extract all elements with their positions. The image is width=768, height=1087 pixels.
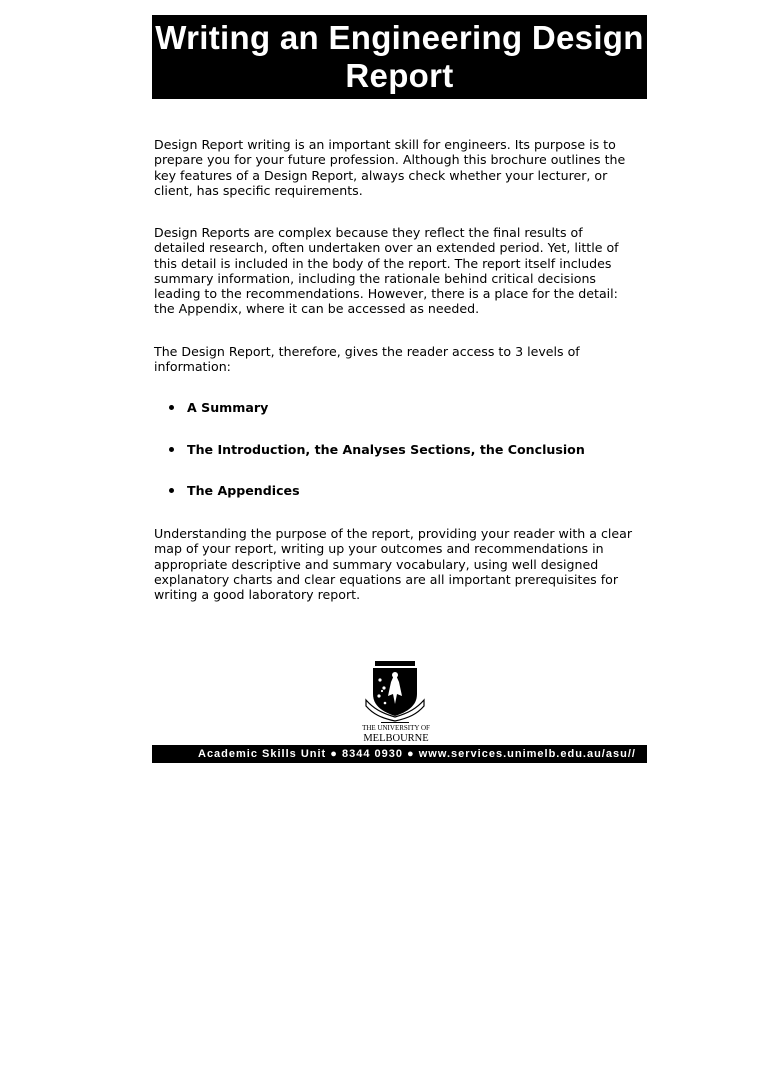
- bullet-icon: [169, 447, 174, 452]
- footer-contact-text: Academic Skills Unit ● 8344 0930 ● www.services.unimelb.edu.au/asu//: [198, 748, 636, 760]
- levels-paragraph: The Design Report, therefore, gives the reader access to 3 levels of information:: [154, 344, 580, 375]
- complexity-paragraph: Design Reports are complex because they reflect the final results of detailed research, often undertaken over an extended period. Yet, little of this detail is included in the body of the report. The report itself includes summary information, including the rationale behind critical decisions leading to the recommendations. However, there is a place for the detail: the Appendix, where it can be accessed as needed.: [154, 225, 619, 317]
- university-crest-icon: [366, 661, 424, 723]
- logo-line-2: MELBOURNE: [363, 733, 429, 744]
- conclusion-paragraph: Understanding the purpose of the report, providing your reader with a clear map of your report, writing up your outcomes and recommendations in appropriate descriptive and summary vocabulary, using well designed explanatory charts and clear equations are all important prerequisites for writing a good laboratory report.: [154, 526, 633, 603]
- list-item-label: The Appendices: [187, 483, 300, 498]
- document-title-banner: [152, 15, 647, 99]
- levels-list: [154, 400, 634, 525]
- list-item: [154, 442, 634, 484]
- list-item: [154, 400, 634, 442]
- bullet-icon: [169, 405, 174, 410]
- document-title-line-2: Report: [345, 57, 454, 94]
- university-logo: [355, 660, 437, 744]
- list-item-label: The Introduction, the Analyses Sections, the Conclusion: [187, 441, 585, 457]
- logo-line-1: THE UNIVERSITY OF: [362, 724, 430, 732]
- list-item: [154, 483, 634, 525]
- document-title-line-1: Writing an Engineering Design: [155, 19, 644, 56]
- intro-paragraph: Design Report writing is an important skill for engineers. Its purpose is to prepare you for your future profession. Although this brochure outlines the key features of a Design Report, always check whether your lecturer, or client, has specific requirements.: [154, 137, 626, 198]
- footer-contact-bar: [152, 745, 647, 763]
- bullet-icon: [169, 488, 174, 493]
- list-item-label: A Summary: [187, 400, 269, 415]
